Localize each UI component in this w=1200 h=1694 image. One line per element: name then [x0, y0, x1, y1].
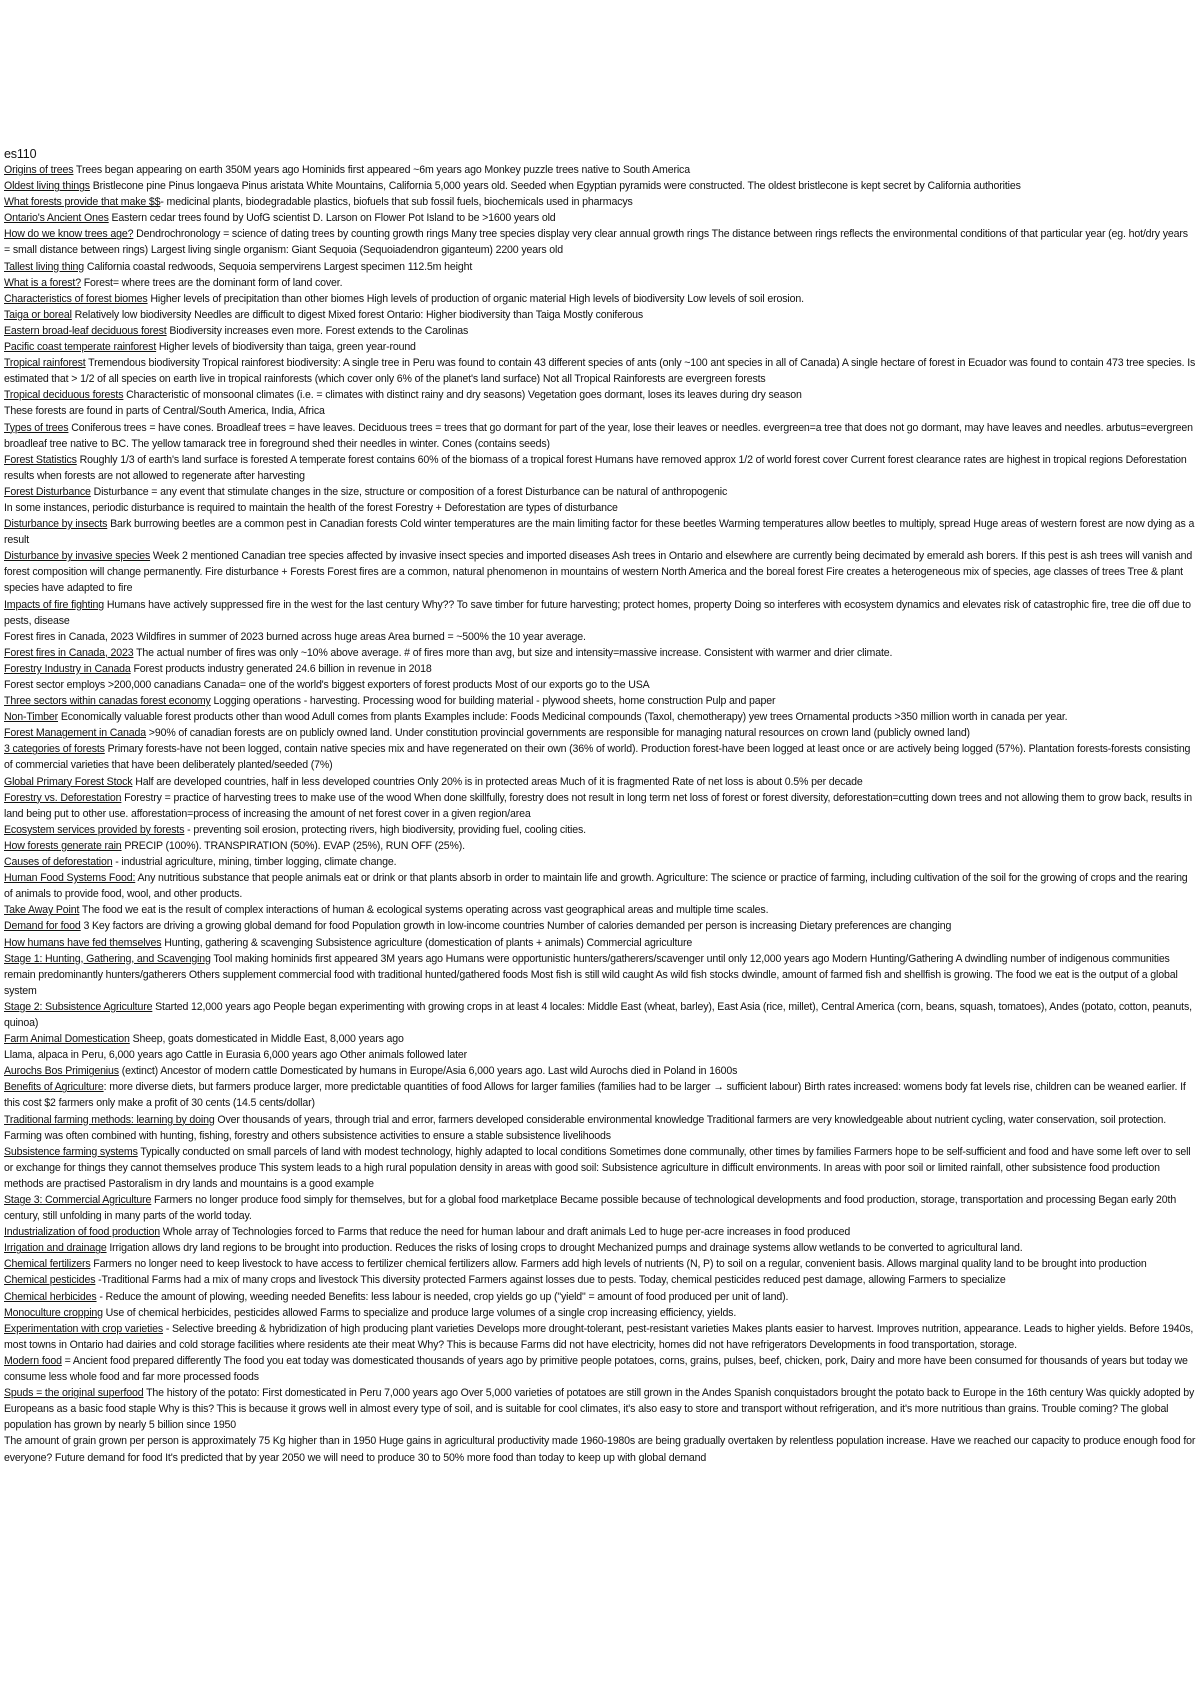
note-heading: Types of trees [4, 421, 69, 434]
note-text: Use of chemical herbicides, pesticides allowed Farms to specialize and produce large volumes of a single crop increasing efficiency, yields. [102, 1306, 737, 1319]
note-heading: What forests provide that make $$ [4, 196, 161, 209]
note-text: In some instances, periodic disturbance is required to maintain the health of the forest Forestry + Deforestation are types of disturbance [4, 501, 618, 514]
note-text: The food we eat is the result of complex interactions of human & ecological systems operating across vast geographical areas and multiple time scales. [79, 904, 769, 917]
note-text: Trees began appearing on earth 350M years ago Hominids first appeared ~6m years ago Monkey puzzle trees native to South America [73, 164, 690, 176]
note-heading: What is a forest? [4, 276, 81, 289]
note-entry [4, 1063, 1196, 1079]
note-heading: Pacific coast temperate rainforest [4, 341, 157, 354]
note-heading: Demand for food [4, 920, 81, 933]
note-text: Irrigation allows dry land regions to be brought into production. Reduces the risks of losing crops to drought Mechanized pumps and drainage systems allow wetlands to be converted to agricultural land. [106, 1242, 1023, 1255]
note-entry [4, 597, 1196, 629]
note-text: California coastal redwoods, Sequoia sempervirens Largest specimen 112.5m height [84, 260, 473, 273]
note-text: - Selective breeding & hybridization of high producing plant varieties Develops more drought-tolerant, pest-resistant varieties Makes plants easier to harvest. Improves nutrition, appearance. Leads to higher yields. Before 1940s, most towns in Ontario had dairies and cold storage facilities where residents ate their meat Why? This is because Farms did not have electricity, homes did not have refrigerators Developments in food transportation, storage. [4, 1322, 1194, 1351]
note-entry [4, 403, 1196, 419]
note-text: Roughly 1/3 of earth's land surface is forested A temperate forest contains 60% of the biomass of a tropical forest Humans have removed approx 1/2 of world forest cover Current forest clearance rates are highest in tropical regions Deforestation results when forests are not allowed to regenerate after harvesting [4, 453, 1187, 482]
note-entry [4, 420, 1196, 452]
note-heading: Benefits of Agriculture [4, 1081, 104, 1094]
note-text: Coniferous trees = have cones. Broadleaf trees = have leaves. Deciduous trees = trees that go dormant for part of the year, lose their leaves or needles. evergreen=a tree that does not go dormant, may have leaves and needles. arbutus=evergreen broadleaf tree native to BC. The yellow tamarack tree in foreground shed their needles in winter. Cones (contains seeds) [4, 421, 1193, 450]
note-text: Hunting, gathering & scavenging Subsistence agriculture (domestication of plants + animals) Commercial agriculture [161, 936, 693, 949]
note-entry [4, 1144, 1196, 1192]
note-heading: Origins of trees [4, 164, 74, 176]
note-text: -Traditional Farms had a mix of many crops and livestock This diversity protected Farmers against losses due to pests. Today, chemical pesticides reduced pest damage, allowing Farmers to specialize [95, 1274, 1006, 1287]
note-heading: Ecosystem services provided by forests [4, 823, 185, 836]
notes-page [4, 146, 1196, 1466]
note-text: : more diverse diets, but farmers produce larger, more predictable quantities of food Allows for larger families (families had to be larger → sufficient labour) Birth rates increased: womens body fat levels rise, children can be weaned earlier. If this cost $2 farmers only make a profit of 30 cents (14.5 cents/dollar) [4, 1081, 1186, 1110]
note-text: Farmers no longer need to keep livestock to have access to fertilizer chemical fertilizers allow. Farmers add high levels of nutrients (N, P) to soil on a regular, convenient basis. Allows marginal quality land to be brought into production [90, 1258, 1147, 1271]
note-entry [4, 677, 1196, 693]
note-entry [4, 452, 1196, 484]
note-entry [4, 1224, 1196, 1240]
note-heading: Tallest living thing [4, 260, 85, 273]
note-heading: Global Primary Forest Stock [4, 775, 133, 788]
note-entry [4, 323, 1196, 339]
note-heading: Taiga or boreal [4, 308, 72, 321]
note-entry [4, 854, 1196, 870]
note-text: Tremendous biodiversity Tropical rainforest biodiversity: A single tree in Peru was found to contain 43 different species of ants (only ~100 ant species in all of Canada) A single hectare of forest in Ecuador was found to contain 473 tree species. Is estimated that > 1/2 of all species on earth live in tropical rainforests (which cover only 6% of the planet's land surface) Not all Tropical Rainforests are evergreen forests [4, 357, 1196, 386]
note-text: These forests are found in parts of Central/South America, India, Africa [4, 405, 325, 418]
note-text: Characteristic of monsoonal climates (i.e. = climates with distinct rainy and dry seasons) Vegetation goes dormant, loses its leaves during dry season [123, 389, 802, 402]
note-heading: Forest Disturbance [4, 485, 91, 498]
note-heading: Three sectors within canadas forest economy [4, 695, 211, 708]
note-heading: Forest Management in Canada [4, 727, 146, 740]
note-text: Typically conducted on small parcels of land with modest technology, highly adapted to local conditions Sometimes done communally, other times by families Farmers hope to be self-sufficient and food and have some left over to sell or exchange for things they cannot themselves produce This system leads to a high rural population density in areas with good soil: Subsistence agriculture in difficult environments. In areas with poor soil or limited rainfall, other subsistence food production methods are practised Pastoralism in dry lands and mountains is a good example [4, 1145, 1191, 1190]
note-entry [4, 500, 1196, 516]
note-text: The actual number of fires was only ~10% above average. # of fires more than avg, but size and intensity=massive increase. Consistent with warmer and drier climate. [133, 646, 893, 659]
note-entry [4, 725, 1196, 741]
note-entry [4, 1321, 1196, 1353]
note-heading: How forests generate rain [4, 839, 122, 852]
note-text: Whole array of Technologies forced to Farms that reduce the need for human labour and draft animals Led to huge per-acre increases in food produced [159, 1226, 851, 1239]
note-entry [4, 1047, 1196, 1063]
note-heading: Forestry Industry in Canada [4, 662, 131, 675]
note-text: Week 2 mentioned Canadian tree species affected by invasive insect species and imported diseases Ash trees in Ontario and elsewhere are currently being decimated by emerald ash borers. If this pest is ash trees will vanish and forest composition will change permanently. Fire disturbance + Forests Forest fires are a common, natural phenomenon in mountains of western North America and the boreal forest Fire creates a heterogeneous mix of species, age classes of trees Tree & plant species have adapted to fire [4, 550, 1193, 595]
note-heading: Impacts of fire fighting [4, 598, 105, 611]
note-entry [4, 1192, 1196, 1224]
note-text: Forest products industry generated 24.6 billion in revenue in 2018 [130, 662, 432, 675]
note-entry [4, 1031, 1196, 1047]
note-heading: Stage 2: Subsistence Agriculture [4, 1000, 153, 1013]
note-entry [4, 516, 1196, 548]
note-heading: Chemical pesticides [4, 1274, 96, 1287]
note-heading: Tropical rainforest [4, 357, 86, 370]
note-text: Economically valuable forest products other than wood Adull comes from plants Examples include: Foods Medicinal compounds (Taxol, chemotherapy) yew trees Ornamental products >350 million worth in canada per year. [58, 711, 1068, 724]
note-entry [4, 1305, 1196, 1321]
note-text: The amount of grain grown per person is approximately 75 Kg higher than in 1950 Huge gains in agricultural productivity made 1960-1980s are being gradually overtaken by relentless population increase. Have we reached our capacity to produce enough food for everyone? Future demand for food It's predicted that by year 2050 we will need to produce 30 to 50% more food than today to keep up with global demand [4, 1435, 1196, 1464]
note-entry [4, 210, 1196, 226]
note-heading: Causes of deforestation [4, 856, 113, 869]
note-entry [4, 387, 1196, 403]
note-heading: Traditional farming methods: learning by doing [4, 1113, 215, 1126]
note-heading: Modern food [4, 1354, 62, 1367]
note-text: = Ancient food prepared differently The food you eat today was domesticated thousands of years ago by primitive people potatoes, corns, grains, pulses, beef, chicken, pork, Dairy and more have been consumed for thousands of years but today we consume less whole food and far more processed foods [4, 1354, 1188, 1384]
note-text: Sheep, goats domesticated in Middle East, 8,000 years ago [129, 1033, 404, 1046]
note-entry [4, 484, 1196, 500]
note-heading: Ontario's Ancient Ones [4, 212, 109, 225]
note-entry [4, 259, 1196, 275]
note-text: Half are developed countries, half in less developed countries Only 20% is in protected areas Much of it is fragmented Rate of net loss is about 0.5% per decade [132, 775, 863, 788]
note-heading: Human Food Systems Food: [4, 872, 136, 885]
note-entry [4, 194, 1196, 210]
note-text: (extinct) Ancestor of modern cattle Domesticated by humans in Europe/Asia 6,000 years ago. Last wild Aurochs died in Poland in 1600s [118, 1065, 738, 1078]
note-heading: Take Away Point [4, 904, 80, 917]
note-entry [4, 291, 1196, 307]
note-heading: Characteristics of forest biomes [4, 292, 148, 305]
note-entry [4, 1079, 1196, 1111]
note-heading: Farm Animal Domestication [4, 1033, 130, 1046]
note-text: Over thousands of years, through trial and error, farmers developed considerable environmental knowledge Traditional farmers are very knowledgeable about nutrient cycling, water conservation, soil protection. Farming was often combined with hunting, fishing, forestry and others subsistence activities to ensure a stable subsistence livelihoods [4, 1113, 1167, 1142]
note-entry [4, 870, 1196, 902]
note-text: PRECIP (100%). TRANSPIRATION (50%). EVAP (25%), RUN OFF (25%). [121, 839, 465, 852]
course-code: es110 [4, 147, 37, 161]
note-heading: Stage 1: Hunting, Gathering, and Scavenging [4, 952, 211, 965]
note-heading: Subsistence farming systems [4, 1145, 138, 1158]
note-text: Humans have actively suppressed fire in the west for the last century Why?? To save timber for future harvesting; protect homes, property Doing so interferes with ecosystem dynamics and elevates risk of catastrophic fire, tree die off due to pests, disease [4, 598, 1191, 627]
note-heading: Forest Statistics [4, 453, 77, 466]
note-entry [4, 838, 1196, 854]
note-text: The history of the potato: First domesticated in Peru 7,000 years ago Over 5,000 varieties of potatoes are still grown in the Andes Spanish conquistadors brought the potato back to Europe in the 16th century Was quickly adopted by Europeans as a basic food staple Why is this? This is because it grows well in almost every type of soil, and is suitable for cool climates, it's also easy to store and transport without refrigeration, and it's more nutritious than grains. Trouble coming? The global population has grown by nearly 5 billion since 1950 [4, 1387, 1195, 1432]
note-entry [4, 790, 1196, 822]
note-text: Forest fires in Canada, 2023 Wildfires in summer of 2023 burned across huge areas Area burned = ~500% the 10 year average. [4, 630, 586, 643]
note-text: Bristlecone pine Pinus longaeva Pinus aristata White Mountains, California 5,000 years old. Seeded when Egyptian pyramids were constructed. The oldest bristlecone is kept secret by California authorities [89, 180, 1021, 193]
note-entry [4, 918, 1196, 934]
note-heading: Monoculture cropping [4, 1306, 103, 1319]
note-entry [4, 645, 1196, 661]
note-entry [4, 951, 1196, 999]
note-text: Primary forests-have not been logged, contain native species mix and have regenerated on their own (36% of world). Production forest-have been logged at least once or are actively being logged (57%). Plantation forests-forests consisting of commercial varieties that have been deliberately planted/seeded (7%) [4, 743, 1191, 772]
note-text: Tool making hominids first appeared 3M years ago Humans were opportunistic hunters/gatherers/scavenger until only 12,000 years ago Modern Hunting/Gathering A dwindling number of indigenous communities remain predominantly hunters/gatherers Others supplement commercial food with traditional hunted/gathered foods Most fish is still wild caught As wild fish stocks dwindle, amount of farmed fish and shellfish is growing. The food we eat is the output of a global system [4, 952, 1178, 997]
note-text: - Reduce the amount of plowing, weeding needed Benefits: less labour is needed, crop yields go up ("yield" = amount of food produced per unit of land). [96, 1290, 789, 1303]
note-entry [4, 307, 1196, 323]
note-heading: Irrigation and drainage [4, 1242, 107, 1255]
note-text: Relatively low biodiversity Needles are difficult to digest Mixed forest Ontario: Higher biodiversity than Taiga Mostly coniferous [71, 308, 643, 321]
note-entry [4, 1240, 1196, 1256]
note-heading: Non-Timber [4, 711, 59, 724]
note-entry [4, 339, 1196, 355]
note-heading: Eastern broad-leaf deciduous forest [4, 324, 167, 337]
note-text: - medicinal plants, biodegradable plastics, biofuels that sub fossil fuels, biochemicals used in pharmacys [160, 196, 633, 209]
note-text: Any nutritious substance that people animals eat or drink or that plants absorb in order to maintain life and growth. Agriculture: The science or practice of farming, including cultivation of the soil for the growing of crops and the rearing of animals to provide food, wool, and other products. [4, 872, 1188, 901]
note-text: Forestry = practice of harvesting trees to make use of the wood When done skillfully, forestry does not result in long term net loss of forest or forest diversity, deforestation=cutting down trees and not allowing them to grow back, results in land being put to other use. afforestation=process of increasing the amount of net forest cover in a given region/area [4, 791, 1192, 820]
note-entry [4, 1433, 1196, 1465]
note-entry [4, 1112, 1196, 1144]
note-entry [4, 1272, 1196, 1288]
note-heading: How humans have fed themselves [4, 936, 162, 949]
note-entry [4, 1256, 1196, 1272]
note-text: Eastern cedar trees found by UofG scientist D. Larson on Flower Pot Island to be >1600 years old [108, 212, 556, 225]
note-text: Llama, alpaca in Peru, 6,000 years ago Cattle in Eurasia 6,000 years ago Other animals followed later [4, 1049, 468, 1062]
note-heading: Oldest living things [4, 180, 90, 193]
note-text: Disturbance = any event that stimulate changes in the size, structure or composition of a forest Disturbance can be natural of anthropogenic [90, 485, 728, 498]
note-entry [4, 935, 1196, 951]
note-text: Higher levels of precipitation than other biomes High levels of production of organic material High levels of biodiversity Low levels of soil erosion. [147, 292, 804, 305]
note-text: Biodiversity increases even more. Forest extends to the Carolinas [166, 324, 469, 337]
note-heading: Forestry vs. Deforestation [4, 791, 122, 804]
note-heading: Forest fires in Canada, 2023 [4, 646, 134, 659]
note-heading: Industrialization of food production [4, 1226, 160, 1239]
note-heading: Disturbance by invasive species [4, 550, 151, 563]
note-text: >90% of canadian forests are on publicly owned land. Under constitution provincial governments are responsible for managing natural resources on crown land (publicly owned land) [146, 727, 970, 740]
note-heading: Chemical fertilizers [4, 1258, 91, 1271]
note-entry [4, 226, 1196, 258]
note-entry [4, 741, 1196, 773]
note-text: Forest sector employs >200,000 canadians Canada= one of the world's biggest exporters of forest products Most of our exports go to the USA [4, 679, 650, 691]
note-entry [4, 774, 1196, 790]
note-heading: Aurochs Bos Primigenius [4, 1065, 119, 1078]
note-entry [4, 999, 1196, 1031]
note-entry [4, 1353, 1196, 1385]
note-heading: Tropical deciduous forests [4, 389, 124, 402]
note-heading: 3 categories of forests [4, 743, 105, 756]
note-text: Farmers no longer produce food simply for themselves, but for a global food marketplace Became possible because of technological developments and food production, storage, transportation and processing Began early 20th century, still unfolding in many parts of the world today. [4, 1194, 1177, 1223]
note-entry [4, 355, 1196, 387]
note-text: Bark burrowing beetles are a common pest in Canadian forests Cold winter temperatures are the main limiting factor for these beetles Warming temperatures allow beetles to multiply, spread Huge areas of western forest are now dying as a result [4, 518, 1195, 547]
notes-body [4, 162, 1196, 1466]
note-text: Higher levels of biodiversity than taiga, green year-round [156, 341, 416, 354]
note-text: Logging operations - harvesting. Processing wood for building material - plywood sheets, home construction Pulp and paper [210, 695, 776, 708]
note-entry [4, 1385, 1196, 1433]
note-entry [4, 548, 1196, 596]
note-entry [4, 1289, 1196, 1305]
note-text: - preventing soil erosion, protecting rivers, high biodiversity, providing fuel, cooling cities. [184, 823, 586, 836]
note-heading: Spuds = the original superfood [4, 1387, 144, 1400]
note-entry [4, 709, 1196, 725]
note-heading: Chemical herbicides [4, 1290, 97, 1303]
note-text: 3 Key factors are driving a growing global demand for food Population growth in low-income countries Number of calories demanded per person is increasing Dietary preferences are changing [80, 920, 952, 933]
note-text: Started 12,000 years ago People began experimenting with growing crops in at least 4 locales: Middle East (wheat, barley), East Asia (rice, millet), Central America (corn, beans, squash, tomatoes), Andes (potato, cotton, peanuts, quinoa) [4, 1000, 1192, 1029]
note-heading: Disturbance by insects [4, 518, 108, 531]
note-text: - industrial agriculture, mining, timber logging, climate change. [112, 856, 397, 869]
note-entry [4, 178, 1196, 194]
note-entry [4, 162, 1196, 178]
note-entry [4, 275, 1196, 291]
note-entry [4, 693, 1196, 709]
note-text: Forest= where trees are the dominant form of land cover. [80, 276, 343, 289]
note-heading: Stage 3: Commercial Agriculture [4, 1194, 152, 1206]
note-entry [4, 629, 1196, 645]
note-entry [4, 822, 1196, 838]
note-heading: Experimentation with crop varieties [4, 1322, 164, 1335]
note-text: Dendrochronology = science of dating trees by counting growth rings Many tree species display very clear annual growth rings The distance between rings reflects the environmental conditions of that particular year (eg. hot/dry years = small distance between rings) Largest living single organism: Giant Sequoia (Sequoiadendron giganteum) 2200 years old [4, 228, 1188, 257]
note-entry [4, 902, 1196, 918]
note-entry [4, 661, 1196, 677]
note-heading: How do we know trees age? [4, 228, 134, 241]
